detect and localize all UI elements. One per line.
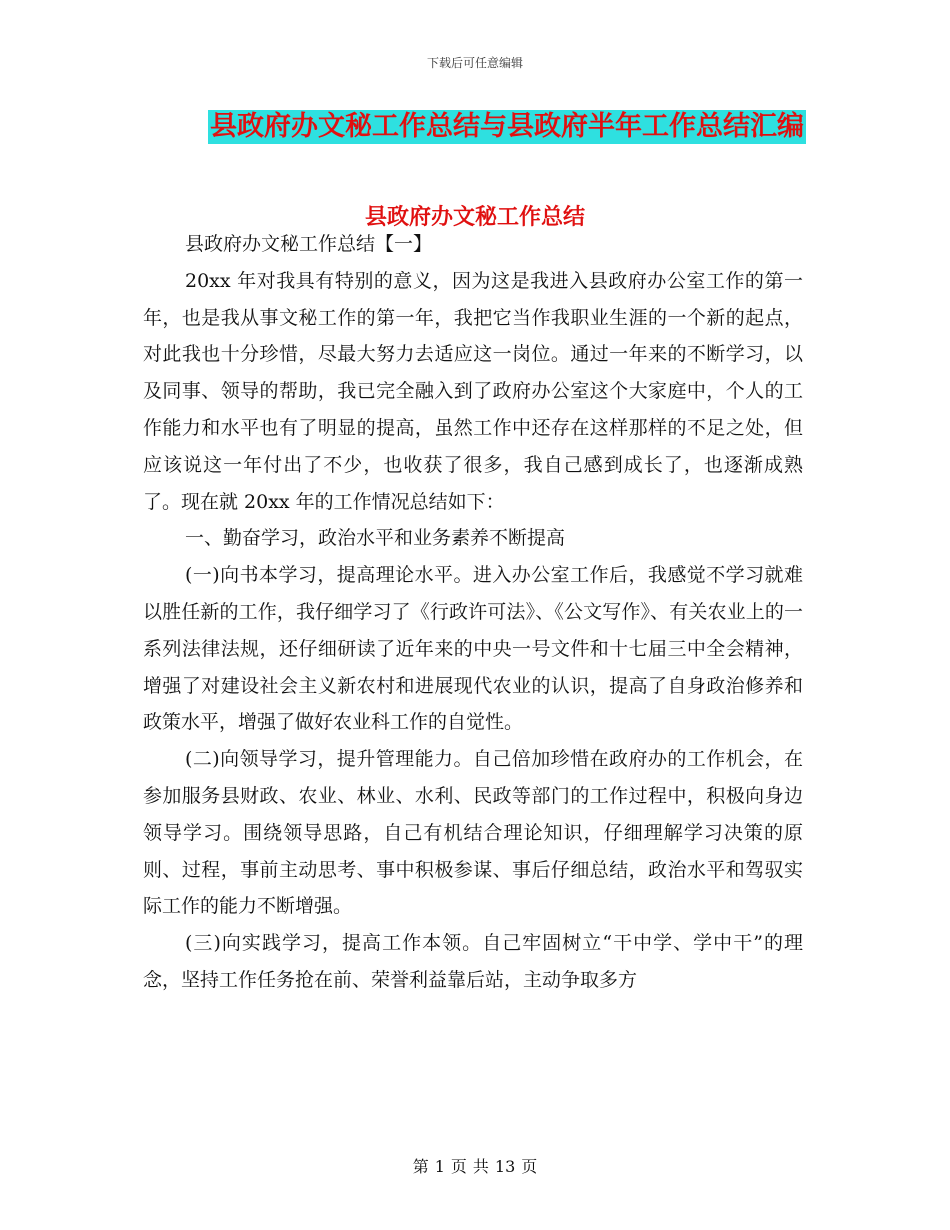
page-footer xyxy=(0,1154,950,1177)
paragraph: 20xx 年对我具有特别的意义，因为这是我进入县政府办公室工作的第一年，也是我从事文秘工作的第一年，我把它当作我职业生涯的一个新的起点，对此我也十分珍惜，尽最大努力去适应这一岗位。通过一年来的不断学习，以及同事、领导的帮助，我已完全融入到了政府办公室这个大家庭中，个人的工作能力和水平也有了明显的提高，虽然工作中还存在这样那样的不足之处，但应该说这一年付出了不少，也收获了很多，我自己感到成长了，也逐渐成熟了。现在就 20xx 年的工作情况总结如下： xyxy=(143,269,803,513)
paragraph: (一)向书本学习，提高理论水平。进入办公室工作后，我感觉不学习就难以胜任新的工作，我仔细学习了《行政许可法》、《公文写作》、有关农业上的一系列法律法规，还仔细研读了近年来的中央一号文件和十七届三中全会精神，增强了对建设社会主义新农村和进展现代农业的认识，提高了自身政治修养和政策水平，增强了做好农业科工作的自觉性。 xyxy=(143,564,803,734)
paragraph: (二)向领导学习，提升管理能力。自己倍加珍惜在政府办的工作机会，在参加服务县财政、农业、林业、水利、民政等部门的工作过程中，积极向身边领导学习。围绕领导思路，自己有机结合理论知识，仔细理解学习决策的原则、过程，事前主动思考、事中积极参谋、事后仔细总结，政治水平和驾驭实际工作的能力不断增强。 xyxy=(143,748,803,918)
header-note: 下载后可任意编辑 xyxy=(426,56,523,70)
paragraph: (三)向实践学习，提高工作本领。自己牢固树立“干中学、学中干”的理念，坚持工作任务抢在前、荣誉利益靠后站，主动争取多方 xyxy=(143,932,803,991)
document-body xyxy=(143,226,803,999)
section-title: 县政府办文秘工作总结 xyxy=(364,204,585,230)
section-heading: 一、勤奋学习，政治水平和业务素养不断提高 xyxy=(185,527,566,550)
footer-total-pages: 13 xyxy=(494,1157,516,1176)
footer-page-word: 第 xyxy=(412,1157,429,1176)
footer-total-word: 共 xyxy=(472,1157,489,1176)
document-main-title: 县政府办文秘工作总结与县政府半年工作总结汇编 xyxy=(210,111,804,142)
footer-total-unit: 页 xyxy=(521,1157,538,1176)
paragraph-heading: 县政府办文秘工作总结【一】 xyxy=(185,233,433,255)
footer-page-number: 1 xyxy=(434,1157,445,1176)
footer-page-unit: 页 xyxy=(450,1157,467,1176)
